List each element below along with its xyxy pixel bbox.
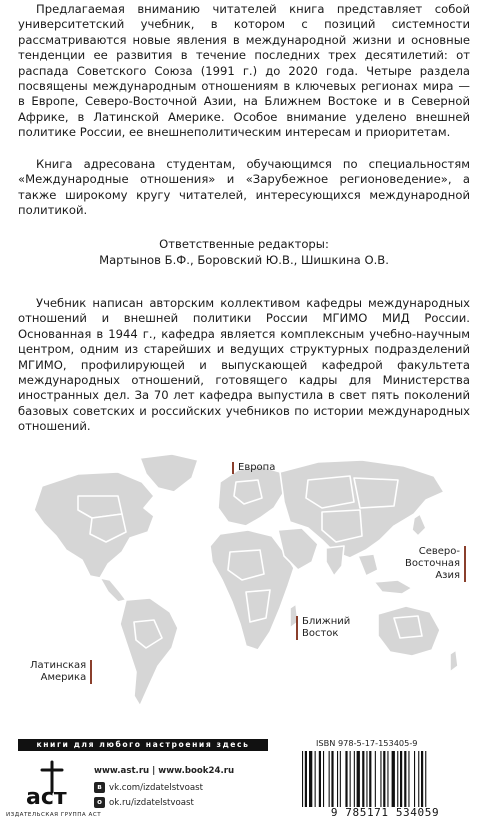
map-label-ne-asia: Северо- Восточная Азия <box>400 546 466 582</box>
publisher-caption: ИЗДАТЕЛЬСКАЯ ГРУППА АСТ <box>6 812 102 818</box>
ok-link[interactable] <box>94 797 194 808</box>
isbn-barcode <box>300 751 470 807</box>
publisher-sites[interactable]: www.ast.ru | www.book24.ru <box>94 766 235 776</box>
editors-names: Мартынов Б.Ф., Боровский Ю.В., Шишкина О.В. <box>99 253 389 267</box>
editors-block <box>0 236 488 268</box>
logo-text: аст <box>26 785 67 810</box>
isbn-label: ISBN 978-5-17-153405-9 <box>316 738 418 748</box>
vk-link-text: vk.com/izdatelstvoast <box>109 782 204 793</box>
barcode-digits: 9 785171 534059 <box>330 806 440 819</box>
map-label-europe: Европа <box>232 462 275 474</box>
ok-icon: о <box>94 797 105 808</box>
map-label-middle-east: Ближний Восток <box>296 616 350 640</box>
description-paragraph: Предлагаемая вниманию читателей книга представляет собой университетский учебник, в котором с позиций системности рассматриваются новые явления в международной жизни и основные тенденции ее развития в течение последних трех десятилетий: от распада Советского Союза (1991 г.) до 2020 года. Четыре раздела посвящены международным отношениям в ключевых регионах мира — в Европе, Северо-Восточной Азии, на Ближнем Востоке и в Северной Африке, в Латинской Америке. Особое внимание уделено внешней политике России, ее внешнеполитическим интересам и приоритетам. <box>18 2 470 140</box>
vk-link[interactable] <box>94 782 203 793</box>
greenland-shape <box>140 454 198 492</box>
editors-heading: Ответственные редакторы: <box>159 237 329 251</box>
audience-paragraph: Книга адресована студентам, обучающимся по специальностям «Международные отношения» и «Зарубежное регионоведение», а также широкому кругу читателей, интересующихся международной политикой. <box>18 157 470 218</box>
india-shape <box>326 546 344 576</box>
ok-link-text: ok.ru/izdatelstvoast <box>109 797 194 808</box>
slogan-stripe: книги для любого настроения здесь <box>18 739 268 751</box>
department-paragraph: Учебник написан авторским коллективом кафедры международных отношений и внешней политики России МГИМО МИД России. Основанная в 1944 г., кафедра является комплексным учебно-научным центром, одним из старейших и ведущих структурных подразделений МГИМО, профилирующей и выпускающей кафедрой факультета международных отношений, готовящего кадры для Министерства иностранных дел. За 70 лет кафедра выпустила в свет пять поколений базовых советских и российских учебников по истории международных отношений. <box>18 296 470 434</box>
japan-shape <box>412 514 426 536</box>
vk-icon: в <box>94 782 105 793</box>
ast-logo <box>22 758 82 810</box>
central-america-shape <box>100 578 126 602</box>
map-label-latin-america: Латинская Америка <box>30 660 92 684</box>
south-america-shape <box>120 598 178 706</box>
